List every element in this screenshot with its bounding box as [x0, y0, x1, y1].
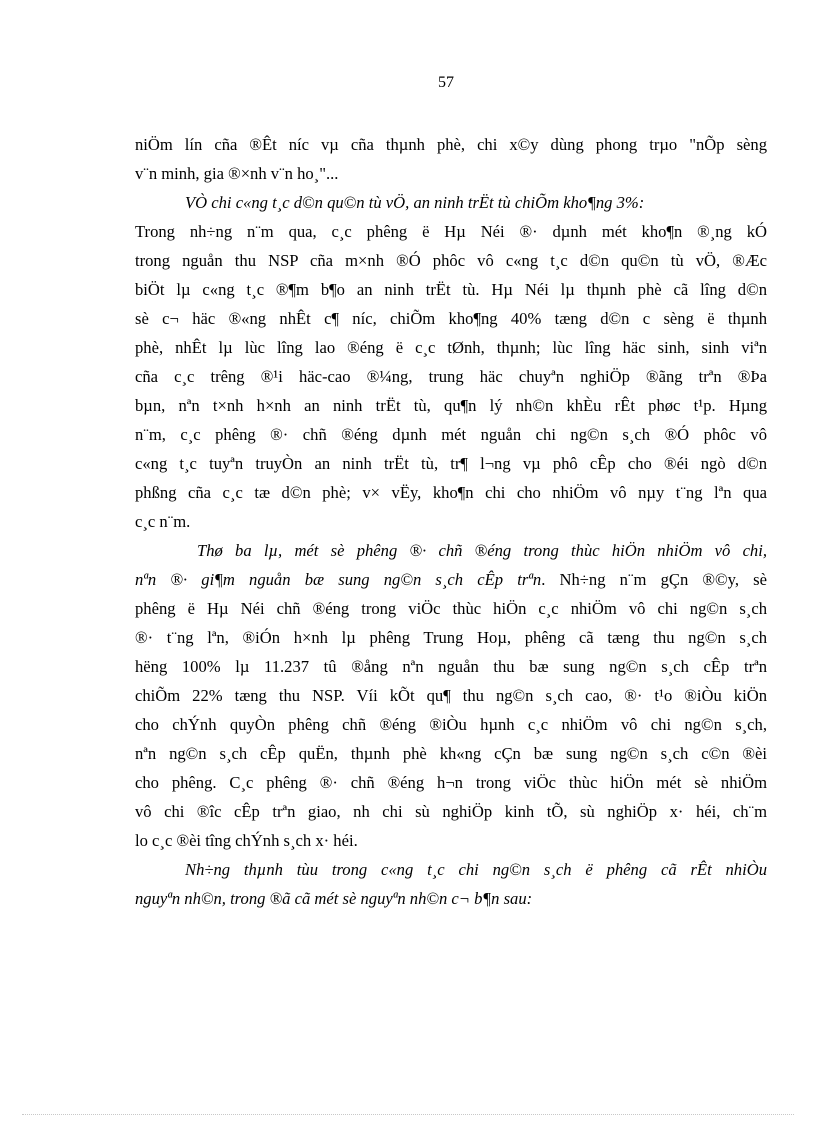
text-line [135, 130, 767, 159]
text-line [135, 188, 767, 217]
text-line [135, 768, 767, 797]
text-line [135, 565, 767, 594]
text-run: Thø ba lµ, mét sè phêng ®· chñ ®éng trong thùc hiÖn nhiÖm vô chi, [197, 541, 767, 560]
page-bottom-border [22, 1114, 794, 1115]
text-run: lo c¸c ®èi tîng chÝnh s¸ch x· héi. [135, 831, 358, 850]
text-line [135, 275, 767, 304]
text-line [135, 217, 767, 246]
text-line [135, 449, 767, 478]
text-run: chiÕm 22% tæng thu NSP. Víi kÕt qu¶ thu ng©n s¸ch cao, ®· t¹o ®iÒu kiÖn [135, 686, 767, 705]
text-line [135, 420, 767, 449]
text-line [135, 739, 767, 768]
text-line [135, 594, 767, 623]
text-line [135, 884, 767, 913]
text-run: trong nguån thu NSP cña m×nh ®Ó phôc vô c«ng t¸c d©n qu©n tù vÖ, ®Æc [135, 251, 767, 270]
text-line [135, 507, 767, 536]
text-run: Nh÷ng thµnh tùu trong c«ng t¸c chi ng©n s¸ch ë phêng cã rÊt nhiÒu [185, 860, 767, 879]
text-line [135, 536, 767, 565]
text-run: hëng 100% lµ 11.237 tû ®ång nªn nguån thu bæ sung ng©n s¸ch cÊp trªn [135, 657, 767, 676]
text-run: bµn, nªn t×nh h×nh an ninh trËt tù, qu¶n lý nh©n khÈu rÊt phøc t¹p. Hµng [135, 396, 767, 415]
text-run: niÖm lín cña ®Êt níc vµ cña thµnh phè, chi x©y dùng phong trµo "nÕp sèng [135, 135, 767, 154]
text-run: phêng ë Hµ Néi chñ ®éng trong viÖc thùc hiÖn c¸c nhiÖm vô chi ng©n s¸ch [135, 599, 767, 618]
text-line [135, 797, 767, 826]
text-run: c¸c n¨m. [135, 512, 191, 531]
text-line [135, 304, 767, 333]
text-line [135, 710, 767, 739]
text-run: cho chÝnh quyÒn phêng chñ ®éng ®iÒu hµnh c¸c nhiÖm vô chi ng©n s¸ch, [135, 715, 767, 734]
text-run: Trong nh÷ng n¨m qua, c¸c phêng ë Hµ Néi ®· dµnh mét kho¶n ®¸ng kÓ [135, 222, 767, 241]
page-number: 57 [438, 74, 454, 91]
text-line [135, 652, 767, 681]
text-run: phßng cña c¸c tæ d©n phè; v× vËy, kho¶n chi cho nhiÖm vô nµy t¨ng lªn qua [135, 483, 767, 502]
text-run: v¨n minh, gia ®×nh v¨n ho¸"... [135, 164, 339, 183]
text-run: . Nh÷ng n¨m gÇn ®©y, sè [541, 570, 767, 589]
text-run: phè, nhÊt lµ lùc lîng lao ®éng ë c¸c tØnh, thµnh; lùc lîng häc sinh, sinh viªn [135, 338, 767, 357]
document-body [135, 130, 767, 913]
text-run: ®· t¨ng lªn, ®iÓn h×nh lµ phêng Trung Hoµ, phêng cã tæng thu ng©n s¸ch [135, 628, 767, 647]
text-line [135, 623, 767, 652]
text-run: vô chi ®îc cÊp trªn giao, nh chi sù nghiÖp kinh tÕ, sù nghiÖp x· héi, ch¨m [135, 802, 767, 821]
text-run: cña c¸c trêng ®¹i häc-cao ®¼ng, trung häc chuyªn nghiÖp ®ãng trªn ®Þa [135, 367, 767, 386]
text-line [135, 391, 767, 420]
text-run: n¨m, c¸c phêng ®· chñ ®éng dµnh mét nguån chi ng©n s¸ch ®Ó phôc vô [135, 425, 767, 444]
text-run: cho phêng. C¸c phêng ®· chñ ®éng h¬n trong viÖc thùc hiÖn mét sè nhiÖm [135, 773, 767, 792]
text-line [135, 246, 767, 275]
text-run: sè c¬ häc ®«ng nhÊt c¶ níc, chiÕm kho¶ng 40% tæng d©n c sèng ë thµnh [135, 309, 767, 328]
text-line [135, 826, 767, 855]
text-run: nªn ng©n s¸ch cÊp quËn, thµnh phè kh«ng cÇn bæ sung ng©n s¸ch c©n ®èi [135, 744, 767, 763]
text-line [135, 333, 767, 362]
text-line [135, 478, 767, 507]
text-line [135, 362, 767, 391]
text-line [135, 855, 767, 884]
text-run: nªn ®· gi¶m nguån bæ sung ng©n s¸ch cÊp trªn [135, 570, 542, 589]
text-run: biÖt lµ c«ng t¸c ®¶m b¶o an ninh trËt tù. Hµ Néi lµ thµnh phè cã lîng d©n [135, 280, 767, 299]
text-run: VÒ chi c«ng t¸c d©n qu©n tù vÖ, an ninh trËt tù chiÕm kho¶ng 3%: [185, 193, 645, 212]
text-run: c«ng t¸c tuyªn truyÒn an ninh trËt tù, tr¶ l¬ng vµ phô cÊp cho ®éi ngò d©n [135, 454, 767, 473]
text-line [135, 681, 767, 710]
text-line [135, 159, 767, 188]
text-run: nguyªn nh©n, trong ®ã cã mét sè nguyªn nh©n c¬ b¶n sau: [135, 889, 533, 908]
